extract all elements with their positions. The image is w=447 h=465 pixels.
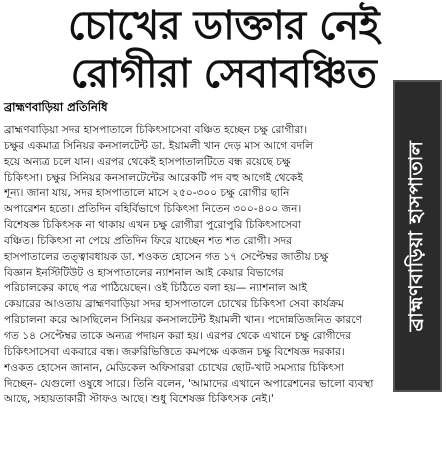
body-line: শওকত হোসেন জানান, মেডিকেল অফিসাররা চোখের ছোট-খাট সমস্যার চিকিৎসা bbox=[4, 361, 344, 374]
body-line: শূন্য। জানা যায়, সদর হাসপাতালে মাসে ২৫০-৩০০ চক্ষু রোগীর ছানি bbox=[4, 187, 290, 200]
body-line: হাসপাতালের তত্ত্বাবধায়ক ডা. শওকত হোসেন গত ১৭ সেপ্টেম্বর জাতীয় চক্ষু bbox=[4, 250, 329, 263]
body-line: ব্রাহ্মণবাড়িয়া সদর হাসপাতালে চিকিৎসাসেবা বঞ্চিত হচ্ছেন চক্ষু রোগীরা। bbox=[4, 124, 308, 136]
body-line: আছে, সহায়তাকারী স্টাফও আছে। শুধু বিশেষজ্ঞ চিকিৎসক নেই।' bbox=[4, 393, 274, 406]
body-line: অপারেশন হতো। প্রতিদিন বহির্বিভাগে চিকিৎসা নিতেন ৩০০-৪০০ জন। bbox=[4, 203, 302, 216]
body-line: বিশেষজ্ঞ চিকিৎসক না থাকায় এখন চক্ষু রোগীরা পুরোপুরি চিকিৎসাসেবা bbox=[4, 219, 301, 232]
body-line: বঞ্চিত। চিকিৎসা না পেয়ে প্রতিদিন ফিরে যাচ্ছেন শত শত রোগী। সদর bbox=[4, 234, 293, 247]
body-line: কেয়ারের আওতায় ব্রাহ্মণবাড়িয়া সদর হাসপাতালে চোখের চিকিৎসা সেবা কার্যক্রম bbox=[4, 298, 344, 311]
body-line: হয়ে অন্যত্র চলে যান। এরপর থেকেই হাসপাতালটিতে বন্ধ রয়েছে চক্ষু bbox=[4, 155, 291, 168]
body-line: বিজ্ঞান ইনস্টিটিউট ও হাসপাতালের ন্যাশনাল আই কেয়ার বিভাগের bbox=[4, 266, 284, 279]
headline-line-2: রোগীরা সেবাবঞ্চিত bbox=[70, 51, 377, 97]
body-line: পরিচালনা করে আসছিলেন সিনিয়র কনসালটেন্ট ইয়ামলী খান। পদোন্নতিজনিত কারণে bbox=[4, 314, 362, 327]
body-line: পরিচালকের কাছে পত্র পাঠিয়েছেন। ওই চিঠিতে বলা হয়— ন্যাশনাল আই bbox=[4, 282, 308, 295]
byline: ব্রাহ্মণবাড়িয়া প্রতিনিধি bbox=[4, 100, 108, 114]
headline-line-1: চোখের ডাক্তার নেই bbox=[67, 3, 380, 49]
body-line: চক্ষুর একমাত্র সিনিয়র কনসালটেন্ট ডা. ইয়ামলী খান দেড় মাস আগে বদলি bbox=[4, 139, 314, 152]
body-line: চিকিৎসাসেবা একবারে বন্ধ। জরুরিভিত্তিতে কমপক্ষে একজন চক্ষু বিশেষজ্ঞ দরকার। bbox=[4, 345, 345, 358]
article-body bbox=[4, 123, 390, 408]
headline bbox=[0, 2, 447, 98]
body-line: চিকিৎসা। চক্ষুর সিনিয়র কনসালটেন্টের আরেকটি পদ বহু আগেই থেকেই bbox=[4, 171, 303, 184]
section-label: ব্রাহ্মণবাড়িয়া হাসপাতাল bbox=[404, 140, 427, 332]
body-line: দিচ্ছেন- যেগুলো ওষুধে সারে। তিনি বলেন, 'আমাদের এখানে অপারেশনের ভালো ব্যবস্থা bbox=[4, 377, 374, 390]
body-line: গত ১৪ সেপ্টেম্বর তাকে অন্যত্র পদায়ন করা হয়। এরপর থেকে এখানে চক্ষু রোগীদের bbox=[4, 329, 352, 342]
